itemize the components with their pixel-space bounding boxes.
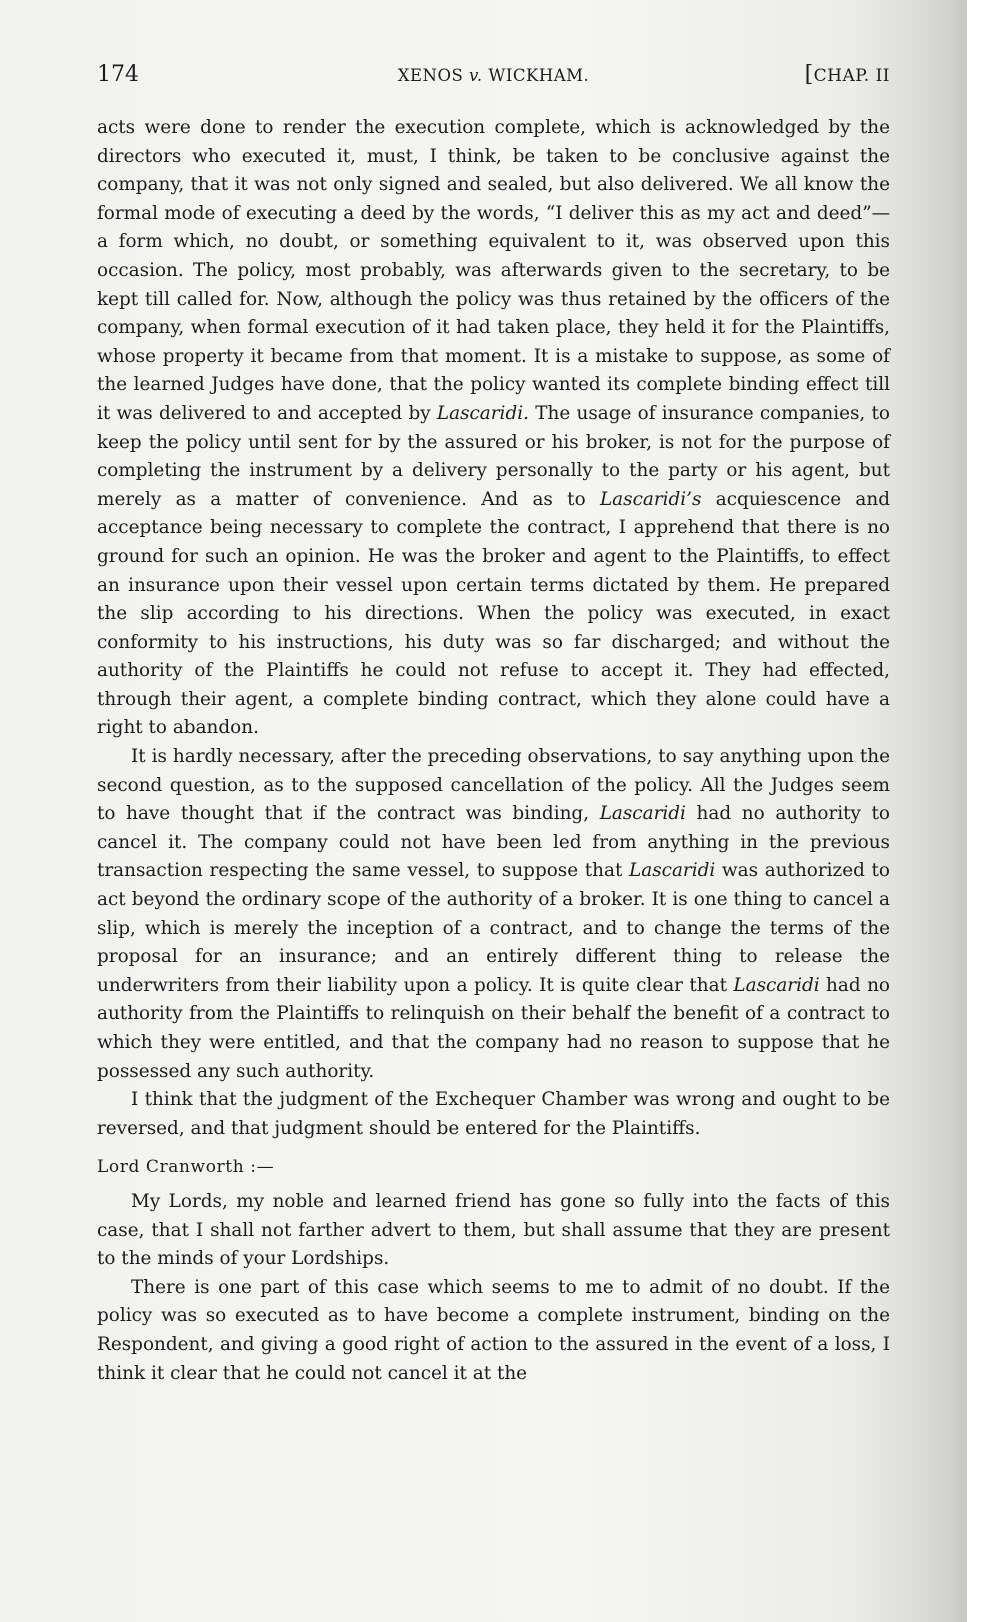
case-title-part2: WICKHAM. <box>488 66 590 85</box>
paragraph-4: My Lords, my noble and learned friend has gone so fully into the facts of this case, that I shall not farther advert to them, but shall assume that they are present to the minds of your Lordships. <box>97 1190 890 1270</box>
case-name-lascaridi: Lascaridi <box>629 860 716 882</box>
case-name-lascaridi: Lascaridi <box>733 974 820 996</box>
paragraph-2 <box>97 743 890 1086</box>
paragraph-3: I think that the judgment of the Exchequer Chamber was wrong and ought to be reversed, and that judgment should be entered for the Plaintiffs. <box>97 1089 890 1139</box>
chapter-reference <box>805 62 890 87</box>
paragraph-2-text-c: was authorized to act beyond the ordinary scope of the authority of a broker. It is one thing to cancel a slip, which is merely the inception of a contract, and to change the terms of the proposal for an insurance; and an entirely different thing to release the underwriters from their liability upon a policy. It is quite clear that <box>97 860 891 996</box>
case-name-lascaridi: Lascaridi. <box>436 402 529 424</box>
case-title-part1: XENOS <box>397 66 464 85</box>
chapter-label: CHAP. II <box>813 66 890 86</box>
paragraph-2-text-a: It is hardly necessary, after the preceding observations, to say anything upon the second question, as to the supposed cancellation of the policy. All the Judges seem to have thought that if the contract was binding, <box>97 746 890 825</box>
paragraph-1-text-c: acquiescence and acceptance being necessary to complete the contract, I apprehend that there is no ground for such an opinion. He was the broker and agent to the Plaintiffs, to effect an insurance upon their vessel upon certain terms dictated by them. He prepared the slip according to his directions. When the policy was executed, in exact conformity to his instructions, his duty was so far discharged; and without the authority of the Plaintiffs he could not refuse to accept it. They had effected, through their agent, a complete binding contract, which they alone could have a right to abandon. <box>97 488 890 739</box>
chapter-bracket: [ <box>804 62 814 87</box>
case-title <box>97 66 890 85</box>
paragraph-5: There is one part of this case which seems to me to admit of no doubt. If the policy was so executed as to have become a complete instrument, binding on the Respondent, and giving a good right of action to the assured in the event of a loss, I think it clear that he could not cancel it at the <box>97 1276 890 1384</box>
speaker-heading: Lord Cranworth :— <box>97 1157 275 1178</box>
paragraph-1-text-b: The usage of insurance companies, to keep the policy until sent for by the assured or his broker, is not for the purpose of completing the instrument by a delivery personally to the party or his agent, but merely as a matter of convenience. And as to <box>97 402 891 510</box>
running-head <box>97 62 890 92</box>
paragraph-1 <box>97 114 890 743</box>
paragraph-2-text-b: had no authority to cancel it. The company could not have been led from anything in the previous transaction respecting the same vessel, to suppose that <box>97 803 890 882</box>
paragraph-2-text-d: had no authority from the Plaintiffs to relinquish on their behalf the benefit of a contract to which they were entitled, and that the company had no reason to suppose that he possessed any such authority. <box>97 974 890 1082</box>
case-name-lascaridi: Lascaridi’s <box>599 488 702 510</box>
page-number: 174 <box>97 62 139 87</box>
case-name-lascaridi: Lascaridi <box>599 803 686 825</box>
paragraph-1-text-a: acts were done to render the execution complete, which is acknowledged by the directors who executed it, must, I think, be taken to be conclusive against the company, that it was not only signed and sealed, but also delivered. We all know the formal mode of executing a deed by the words, “I deliver this as my act and deed”—a form which, no doubt, or something equivalent to it, was observed upon this occasion. The policy, most probably, was afterwards given to the secretary, to be kept till called for. Now, although the policy was thus retained by the officers of the company, when formal execution of it had taken place, they held it for the Plaintiffs, whose property it became from that moment. It is a mistake to suppose, as some of the learned Judges have done, that the policy wanted its complete binding effect till it was delivered to and accepted by <box>97 117 890 424</box>
body-text <box>97 114 890 1388</box>
case-title-versus: v. <box>469 66 483 85</box>
